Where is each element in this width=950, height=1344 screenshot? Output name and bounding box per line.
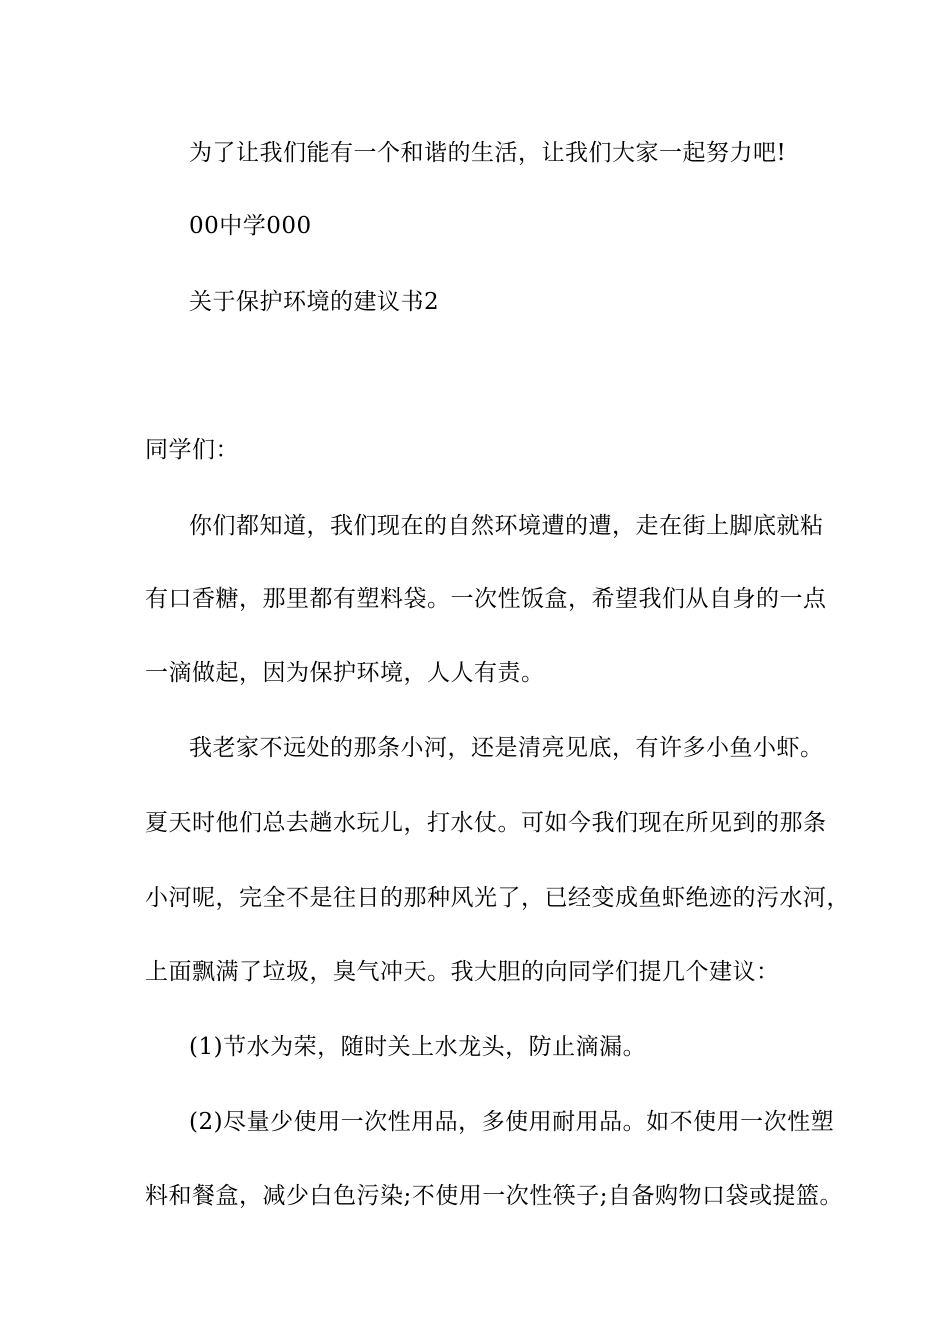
suggestion-1: (1)节水为荣，随时关上水龙头，防止滴漏。	[189, 1034, 647, 1060]
paragraph-1-line-3: 一滴做起，因为保护环境，人人有责。	[145, 660, 545, 686]
suggestion-2-line-2: 料和餐盒，减少白色污染;不使用一次性筷子;自备购物口袋或提篮。	[145, 1183, 843, 1209]
paragraph-2-line-1: 我老家不远处的那条小河，还是清亮见底，有许多小鱼小虾。	[189, 735, 824, 761]
paragraph-2-line-2: 夏天时他们总去趟水玩儿，打水仗。可如今我们现在所见到的那条	[145, 810, 827, 836]
signature-school: 00中学000	[189, 213, 312, 239]
paragraph-2-line-3: 小河呢，完全不是往日的那种风光了，已经变成鱼虾绝迹的污水河，	[145, 885, 850, 911]
suggestion-2-line-1: (2)尽量少使用一次性用品，多使用耐用品。如不使用一次性塑	[189, 1109, 835, 1135]
closing-sentence: 为了让我们能有一个和谐的生活，让我们大家一起努力吧!	[189, 140, 787, 166]
paragraph-1-line-1: 你们都知道，我们现在的自然环境遭的遭，走在街上脚底就粘	[189, 513, 824, 539]
paragraph-2-line-4: 上面飘满了垃圾，臭气冲天。我大胆的向同学们提几个建议：	[145, 959, 780, 985]
paragraph-1-line-2: 有口香糖，那里都有塑料袋。一次性饭盒，希望我们从自身的一点	[145, 586, 827, 612]
document-title: 关于保护环境的建议书2	[189, 289, 440, 315]
salutation: 同学们：	[145, 437, 239, 463]
